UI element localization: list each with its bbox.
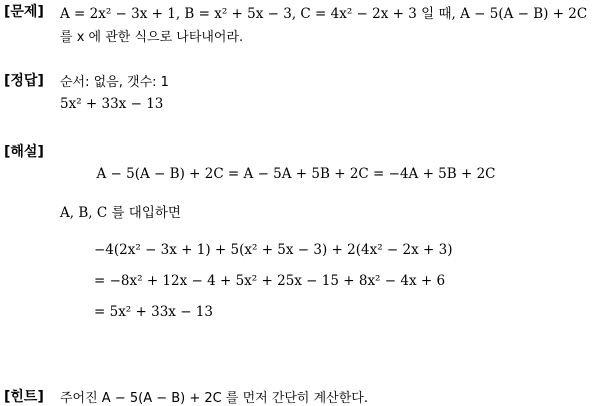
problem-statement-line2: 를 x 에 관한 식으로 나타내어라. (60, 30, 244, 45)
solution-equation: A − 5(A − B) + 2C = A − 5A + 5B + 2C = −4A + 5B + 2C (96, 166, 496, 182)
answer-tag: [정답] (4, 73, 44, 89)
solution-step-3: = 5x² + 33x − 13 (94, 304, 213, 320)
answer-meta: 순서: 없음, 갯수: 1 (60, 75, 169, 90)
hint-text: 주어진 A − 5(A − B) + 2C 를 먼저 간단히 계산한다. (60, 391, 368, 406)
hint-tag: [힌트] (4, 389, 44, 405)
problem-statement-line1: A = 2x² − 3x + 1, B = x² + 5x − 3, C = 4x² − 2x + 3 일 때, A − 5(A − B) + 2C (60, 6, 588, 22)
problem-tag: [문제] (4, 4, 44, 20)
answer-expression: 5x² + 33x − 13 (60, 96, 164, 112)
solution-tag: [해설] (4, 144, 44, 160)
substitution-text: A, B, C 를 대입하면 (60, 205, 181, 221)
solution-step-1: −4(2x² − 3x + 1) + 5(x² + 5x − 3) + 2(4x² − 2x + 3) (94, 242, 453, 258)
solution-step-2: = −8x² + 12x − 4 + 5x² + 25x − 15 + 8x² − 4x + 6 (94, 273, 446, 289)
